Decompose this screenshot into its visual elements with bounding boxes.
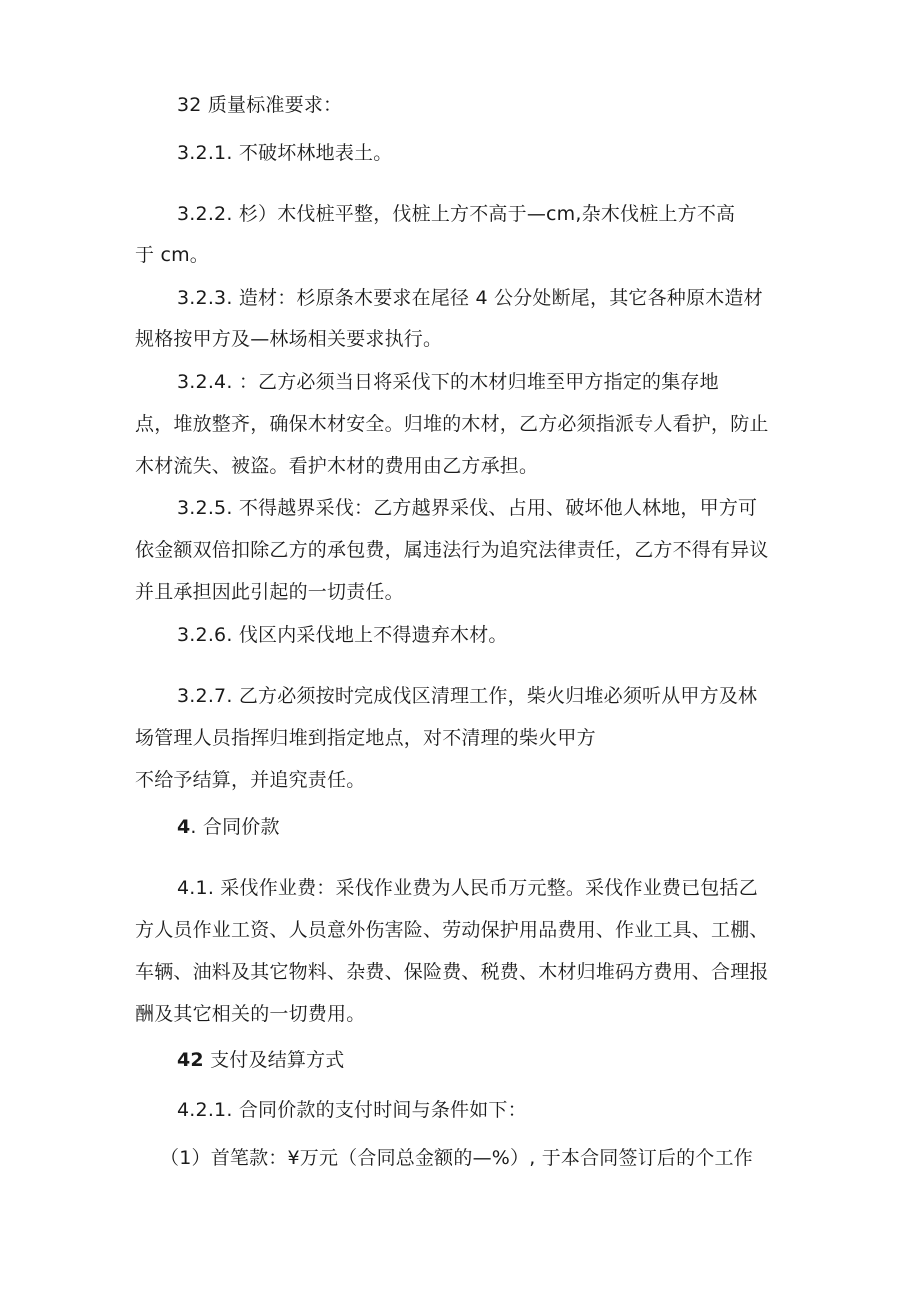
clause-3-2-2-line-2: 于 cm。 xyxy=(135,244,209,266)
clause-3-2-4-line-2: 点，堆放整齐，确保木材安全。归堆的木材，乙方必须指派专人看护，防止 xyxy=(135,413,769,435)
clause-3-2-3-line-2: 规格按甲方及—林场相关要求执行。 xyxy=(135,328,443,350)
clause-4-1-line-3: 车辆、油料及其它物料、杂费、保险费、税费、木材归堆码方费用、合理报 xyxy=(135,961,769,983)
clause-3-2-6: 3.2.6. 伐区内采伐地上不得遗弃木材。 xyxy=(177,624,508,646)
clause-4-1-line-2: 方人员作业工资、人员意外伤害险、劳动保护用品费用、作业工具、工棚、 xyxy=(135,919,769,941)
clause-3-2-4-line-3: 木材流失、被盗。看护木材的费用由乙方承担。 xyxy=(135,455,539,477)
clause-3-2-7-line-2: 场管理人员指挥归堆到指定地点，对不清理的柴火甲方 xyxy=(135,727,596,749)
clause-3-2-1: 3.2.1. 不破坏林地表土。 xyxy=(177,142,393,164)
clause-3-2-4-line-1: 3.2.4. ：乙方必须当日将采伐下的木材归堆至甲方指定的集存地 xyxy=(177,371,719,393)
clause-3-2-5-line-1: 3.2.5. 不得越界采伐：乙方越界采伐、占用、破坏他人林地，甲方可 xyxy=(177,497,758,519)
section-heading-4-2 xyxy=(177,1047,345,1073)
section-title-4-2: 支付及结算方式 xyxy=(210,1049,345,1071)
clause-3-2-2-line-1: 3.2.2. 杉）木伐桩平整，伐桩上方不高于—cm,杂木伐桩上方不高 xyxy=(177,203,736,225)
section-heading-3-2: 32 质量标准要求： xyxy=(177,94,343,116)
section-number-4: 4 xyxy=(177,816,191,838)
clause-4-2-1: 4.2.1. 合同价款的支付时间与条件如下： xyxy=(177,1099,527,1121)
clause-3-2-3-line-1: 3.2.3. 造材：杉原条木要求在尾径 4 公分处断尾，其它各种原木造材 xyxy=(177,287,763,309)
clause-3-2-5-line-3: 并且承担因此引起的一切责任。 xyxy=(135,581,404,603)
payment-item-1: （1）首笔款：¥万元（合同总金额的—%）, 于本合同签订后的个工作 xyxy=(160,1147,753,1169)
section-separator: . xyxy=(190,816,203,838)
section-number-4-2: 42 xyxy=(177,1049,204,1071)
clause-4-1-line-1: 4.1. 采伐作业费：采伐作业费为人民币万元整。采伐作业费已包括乙 xyxy=(177,877,758,899)
clause-4-1-line-4: 酬及其它相关的一切费用。 xyxy=(135,1003,366,1025)
clause-3-2-7-line-1: 3.2.7. 乙方必须按时完成伐区清理工作，柴火归堆必须听从甲方及林 xyxy=(177,685,758,707)
section-title-4: 合同价款 xyxy=(202,816,280,838)
clause-3-2-7-line-3: 不给予结算，并追究责任。 xyxy=(135,769,366,791)
section-heading-4 xyxy=(177,814,280,840)
clause-3-2-5-line-2: 依金额双倍扣除乙方的承包费，属违法行为追究法律责任，乙方不得有异议 xyxy=(135,539,769,561)
